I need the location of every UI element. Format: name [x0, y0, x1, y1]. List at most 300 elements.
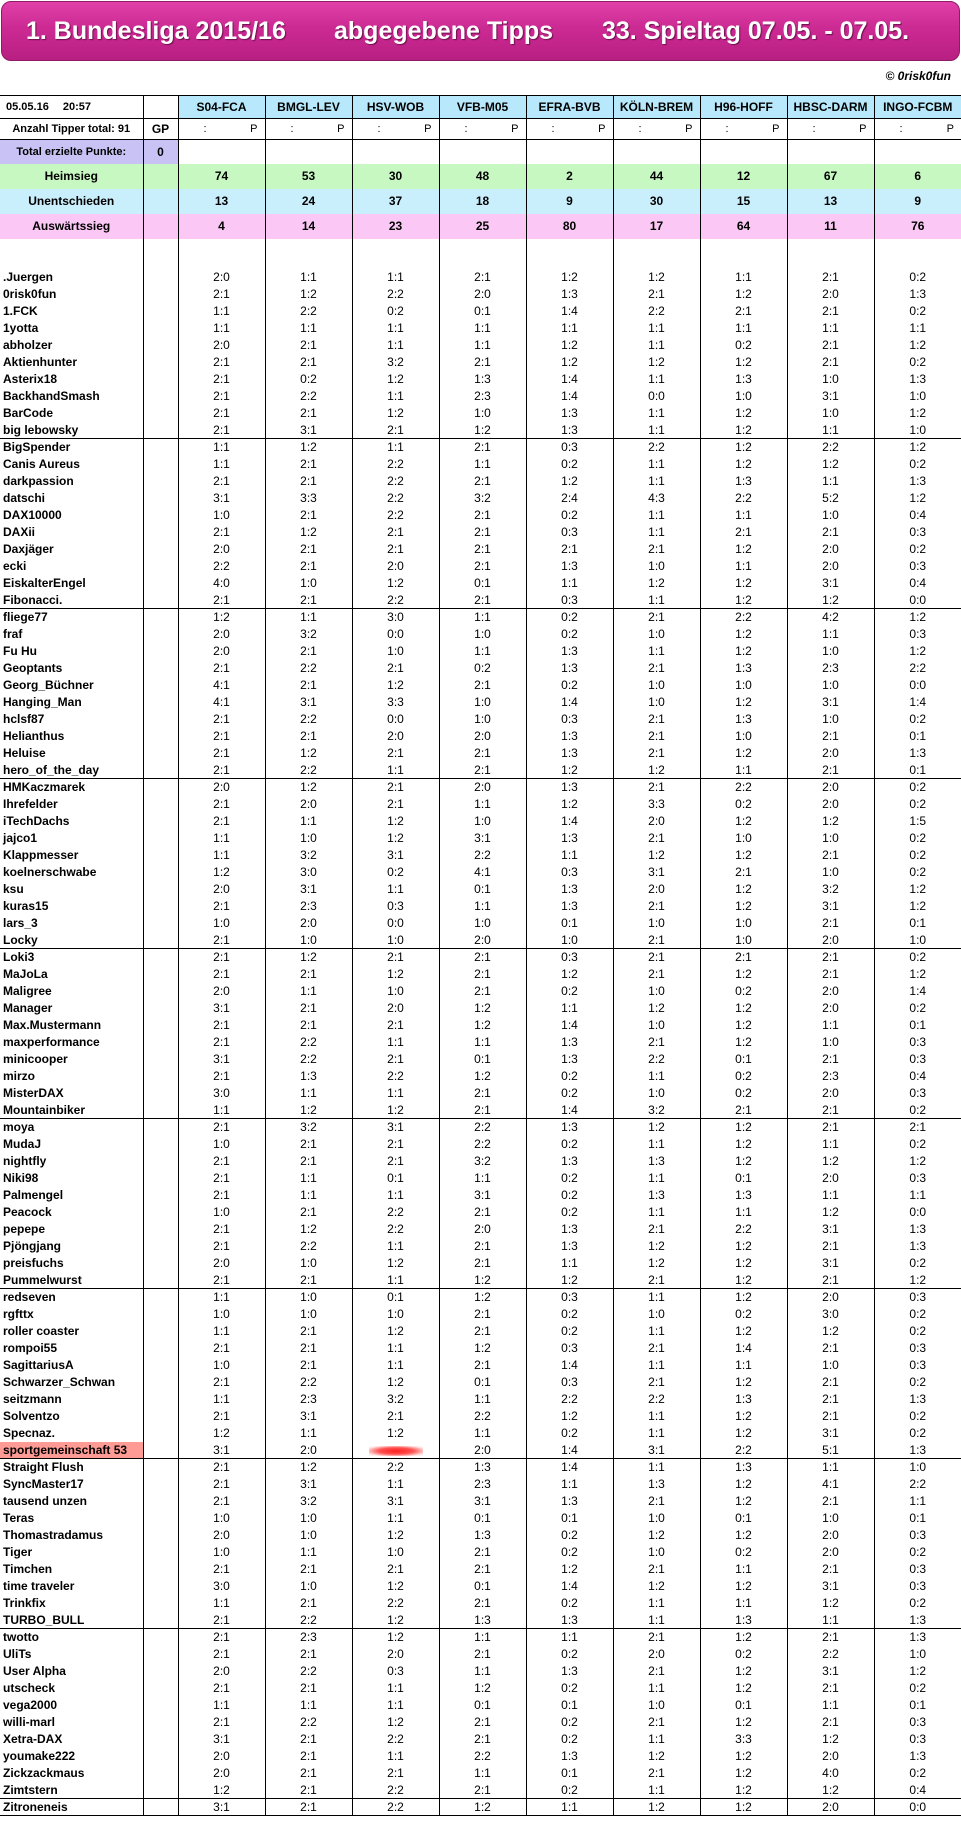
- player-tip: 1:2: [700, 1748, 787, 1765]
- player-gp: [143, 898, 178, 915]
- player-tip: 0:3: [874, 1527, 961, 1544]
- player-tip: 3:1: [178, 1000, 265, 1017]
- player-tip: 3:2: [265, 1493, 352, 1510]
- player-row: [0, 1544, 961, 1561]
- player-row: [0, 354, 961, 371]
- player-tip: 2:2: [352, 1799, 439, 1816]
- player-tip: 1:2: [613, 1238, 700, 1255]
- spacer-cell: [613, 239, 700, 269]
- player-tip: 1:2: [352, 1612, 439, 1629]
- stat-value: 30: [352, 164, 439, 189]
- player-name: Zitroneneis: [0, 1799, 143, 1816]
- player-tip: 0:2: [874, 1136, 961, 1153]
- player-tip: 1:5: [874, 813, 961, 830]
- player-tip: 1:0: [265, 1510, 352, 1527]
- player-tip: 1:0: [265, 932, 352, 949]
- player-gp: [143, 779, 178, 796]
- total-empty-cell: [352, 140, 439, 164]
- player-gp: [143, 286, 178, 303]
- player-tip: 1:2: [526, 966, 613, 983]
- player-gp: [143, 796, 178, 813]
- player-row: [0, 898, 961, 915]
- player-tip: 1:2: [700, 1374, 787, 1391]
- player-tip: 2:1: [265, 337, 352, 354]
- player-tip: 1:1: [352, 1748, 439, 1765]
- player-gp: [143, 1170, 178, 1187]
- player-tip: 1:2: [700, 1323, 787, 1340]
- player-name: minicooper: [3, 1052, 68, 1066]
- player-row: [0, 762, 961, 779]
- player-tip: 2:1: [352, 541, 439, 558]
- player-tip: 2:2: [265, 660, 352, 677]
- player-tip: 1:2: [700, 898, 787, 915]
- player-tip: 2:1: [178, 371, 265, 388]
- player-gp: [143, 1646, 178, 1663]
- player-name: youmake222: [3, 1749, 76, 1763]
- player-tip: 1:0: [178, 1510, 265, 1527]
- player-tip: 2:1: [787, 728, 874, 745]
- player-tip: 0:2: [700, 1306, 787, 1323]
- player-tip: 1:1: [700, 1561, 787, 1578]
- colon-label: :: [290, 123, 294, 135]
- stat-value: 80: [526, 214, 613, 239]
- player-tip: 1:0: [874, 1459, 961, 1476]
- player-tip: 2:1: [439, 439, 526, 456]
- player-tip: 1:2: [439, 1340, 526, 1357]
- player-name: Tiger: [3, 1545, 33, 1559]
- player-tip: 1:1: [526, 1000, 613, 1017]
- player-tip: 2:1: [178, 1340, 265, 1357]
- player-tip: 1:2: [700, 405, 787, 422]
- player-tip: 0:3: [874, 1170, 961, 1187]
- player-name: rompoi55: [3, 1341, 58, 1355]
- player-tip: 3:1: [178, 1731, 265, 1748]
- player-tip: 1:2: [700, 1017, 787, 1034]
- player-tip: 1:2: [613, 269, 700, 286]
- player-row: [0, 371, 961, 388]
- player-tip: 1:0: [178, 1204, 265, 1221]
- player-row: [0, 745, 961, 762]
- player-tip: 2:1: [613, 1340, 700, 1357]
- player-row: [0, 269, 961, 286]
- player-gp: [143, 847, 178, 864]
- stat-value: 13: [178, 189, 265, 214]
- player-tip: 2:1: [787, 1340, 874, 1357]
- player-name: Straight Flush: [0, 1459, 143, 1476]
- player-tip: 2:1: [439, 1357, 526, 1374]
- player-tip: 2:1: [613, 1629, 700, 1646]
- player-tip: 1:4: [526, 694, 613, 711]
- player-tip: 3:3: [613, 796, 700, 813]
- player-tip: 3:1: [265, 694, 352, 711]
- player-tip: 2:1: [613, 1221, 700, 1238]
- player-tip: 2:1: [178, 1493, 265, 1510]
- player-tip: 1:0: [613, 558, 700, 575]
- player-tip: 0:3: [874, 626, 961, 643]
- player-tip: 0:1: [439, 1578, 526, 1595]
- player-row: [0, 1306, 961, 1323]
- player-tip: 0:3: [874, 1731, 961, 1748]
- player-gp: [143, 983, 178, 1000]
- player-tip: 0:2: [874, 779, 961, 796]
- player-tip: 2:0: [178, 337, 265, 354]
- player-row: [0, 1017, 961, 1034]
- player-tip: 1:0: [613, 694, 700, 711]
- player-tip: 3:1: [787, 575, 874, 592]
- player-tip: 0:0: [352, 626, 439, 643]
- player-tip: 2:2: [265, 1663, 352, 1680]
- player-gp: [143, 541, 178, 558]
- player-tip: 0:2: [352, 303, 439, 320]
- player-tip: 3:2: [265, 1119, 352, 1136]
- player-tip: 3:1: [439, 1187, 526, 1204]
- player-tip: 1:0: [613, 1544, 700, 1561]
- player-gp: [143, 1051, 178, 1068]
- player-tip: 2:1: [178, 1153, 265, 1170]
- player-tip: 2:0: [439, 1442, 526, 1459]
- player-tip: 0:1: [526, 1765, 613, 1782]
- player-row: [0, 1799, 961, 1816]
- player-row: [0, 1646, 961, 1663]
- player-row: [0, 728, 961, 745]
- player-row: [0, 847, 961, 864]
- player-tip: 2:2: [352, 1782, 439, 1799]
- player-tip: 2:1: [613, 1272, 700, 1289]
- player-row: [0, 1476, 961, 1493]
- player-tip: 1:1: [787, 1187, 874, 1204]
- player-tip: 1:4: [700, 1340, 787, 1357]
- player-name: redseven: [0, 1289, 143, 1306]
- player-tip: 0:3: [526, 439, 613, 456]
- player-name: EiskalterEngel: [3, 576, 86, 590]
- player-tip: 0:1: [526, 915, 613, 932]
- player-tip: 1:2: [352, 677, 439, 694]
- player-tip: 1:2: [613, 762, 700, 779]
- player-tip: 2:1: [178, 286, 265, 303]
- player-tip: 1:3: [526, 1051, 613, 1068]
- player-name: Canis Aureus: [3, 457, 80, 471]
- player-tip: 1:3: [700, 660, 787, 677]
- player-tip: 1:1: [352, 1476, 439, 1493]
- player-tip: 0:1: [874, 1697, 961, 1714]
- total-empty-cell: [787, 140, 874, 164]
- player-tip: 1:2: [874, 898, 961, 915]
- player-tip: 1:2: [265, 779, 352, 796]
- player-gp: [143, 1102, 178, 1119]
- player-name: fliege77: [0, 609, 143, 626]
- stat-label-unent: Unentschieden: [0, 189, 143, 214]
- player-tip: 0:2: [874, 864, 961, 881]
- player-name: Ihrefelder: [3, 797, 58, 811]
- stat-value: 48: [439, 164, 526, 189]
- player-tip: 1:1: [265, 320, 352, 337]
- spacer-cell: [178, 239, 265, 269]
- player-tip: 1:2: [439, 422, 526, 439]
- player-tip: 2:1: [613, 745, 700, 762]
- player-row: [0, 1357, 961, 1374]
- player-name: hero_of_the_day: [3, 762, 100, 777]
- player-tip: 2:1: [526, 541, 613, 558]
- player-gp: [143, 1476, 178, 1493]
- player-tip: 3:1: [178, 1051, 265, 1068]
- player-tip: 0:3: [352, 1663, 439, 1680]
- player-name: vega2000: [3, 1698, 58, 1712]
- player-name: willi-marl: [3, 1715, 56, 1729]
- player-tip: 3:1: [265, 1476, 352, 1493]
- stat-value: 4: [178, 214, 265, 239]
- player-tip: 1:2: [874, 337, 961, 354]
- player-gp: [143, 1425, 178, 1442]
- player-tip: 0:2: [526, 1544, 613, 1561]
- player-gp: [143, 711, 178, 728]
- player-tip: 1:4: [526, 1357, 613, 1374]
- player-tip: 1:2: [265, 524, 352, 541]
- player-tip: 0:2: [526, 1204, 613, 1221]
- player-tip: 2:0: [787, 286, 874, 303]
- player-tip: 1:2: [700, 456, 787, 473]
- player-tip: 1:0: [352, 643, 439, 660]
- player-tip: 1:0: [700, 915, 787, 932]
- player-tip: 1:0: [265, 1255, 352, 1272]
- player-row: [0, 779, 961, 796]
- player-tip: 1:3: [874, 473, 961, 490]
- player-row: [0, 1731, 961, 1748]
- player-row: [0, 1170, 961, 1187]
- stat-value: 15: [700, 189, 787, 214]
- player-tip: 3:1: [787, 694, 874, 711]
- player-name: roller coaster: [3, 1324, 80, 1338]
- player-tip: 2:1: [352, 1765, 439, 1782]
- player-tip: 2:2: [265, 762, 352, 779]
- player-tip: 0:2: [874, 269, 961, 286]
- player-tip: 1:2: [265, 745, 352, 762]
- player-tip: 1:0: [700, 830, 787, 847]
- player-tip: 1:0: [787, 711, 874, 728]
- player-tip: 1:1: [613, 1408, 700, 1425]
- player-tip: 1:3: [526, 422, 613, 439]
- player-tip: 1:3: [526, 1153, 613, 1170]
- player-tip: 2:1: [787, 1493, 874, 1510]
- player-tip: 2:1: [787, 1408, 874, 1425]
- player-tip: 2:3: [439, 1476, 526, 1493]
- points-label: P: [511, 123, 519, 135]
- player-row: [0, 1323, 961, 1340]
- player-gp: [143, 728, 178, 745]
- player-gp: [143, 643, 178, 660]
- player-tip: 1:1: [613, 1425, 700, 1442]
- player-name: .Juergen: [3, 270, 54, 284]
- player-tip: 1:2: [700, 422, 787, 439]
- stat-value: 37: [352, 189, 439, 214]
- player-tip: 3:1: [265, 1408, 352, 1425]
- player-tip: 1:1: [439, 898, 526, 915]
- player-tip: 1:0: [352, 932, 439, 949]
- player-tip: 4:2: [787, 609, 874, 626]
- player-name: MaJoLa: [3, 967, 48, 981]
- player-tip: 0:0: [874, 1204, 961, 1221]
- player-tip: 2:1: [265, 1204, 352, 1221]
- player-tip: 0:1: [700, 1510, 787, 1527]
- player-tip: 1:1: [526, 1255, 613, 1272]
- player-tip: 1:1: [526, 847, 613, 864]
- player-gp: [143, 1459, 178, 1476]
- player-tip: 0:2: [526, 1731, 613, 1748]
- player-tip: 3:1: [178, 1442, 265, 1459]
- player-row: [0, 1629, 961, 1646]
- player-tip: 0:2: [874, 847, 961, 864]
- player-tip: 3:2: [439, 1153, 526, 1170]
- player-tip: 2:2: [613, 1391, 700, 1408]
- player-tip: 0:0: [874, 677, 961, 694]
- player-tip: 2:1: [787, 1272, 874, 1289]
- player-row: [0, 592, 961, 609]
- player-tip: 0:2: [439, 660, 526, 677]
- player-gp: [143, 677, 178, 694]
- player-tip: 2:1: [178, 1119, 265, 1136]
- player-tip: 1:0: [178, 915, 265, 932]
- player-tip: 1:0: [178, 1306, 265, 1323]
- player-tip: 1:2: [178, 609, 265, 626]
- player-tip: 1:0: [874, 1646, 961, 1663]
- player-tip: 0:3: [874, 1714, 961, 1731]
- player-tip: 1:2: [613, 1000, 700, 1017]
- points-label: P: [424, 123, 432, 135]
- player-name: Daxjäger: [3, 542, 54, 556]
- player-tip: 1:2: [439, 1068, 526, 1085]
- player-tip: 2:0: [439, 1221, 526, 1238]
- player-name: Fu Hu: [3, 644, 37, 658]
- player-tip: 1:0: [787, 830, 874, 847]
- player-tip: 3:1: [613, 864, 700, 881]
- player-gp: [143, 371, 178, 388]
- player-tip: 2:0: [352, 1000, 439, 1017]
- player-name: darkpassion: [3, 474, 74, 488]
- player-tip: 2:0: [178, 779, 265, 796]
- player-name: jajco1: [3, 831, 38, 845]
- player-tip: 2:1: [787, 337, 874, 354]
- player-tip: 1:2: [439, 1680, 526, 1697]
- player-gp: [143, 1510, 178, 1527]
- player-tip: 1:3: [526, 1493, 613, 1510]
- player-tip: 0:3: [526, 524, 613, 541]
- player-tip: 1:4: [526, 1017, 613, 1034]
- player-tip: 0:2: [874, 830, 961, 847]
- player-tip: 3:2: [439, 490, 526, 507]
- player-gp: [143, 1442, 178, 1459]
- player-tip: 2:2: [439, 847, 526, 864]
- player-name: Trinkfix: [3, 1596, 46, 1610]
- stat-value: 67: [787, 164, 874, 189]
- player-tip: 2:2: [178, 558, 265, 575]
- score-points-subheader: [787, 119, 874, 140]
- player-tip: 1:0: [439, 694, 526, 711]
- player-tip: 2:0: [265, 796, 352, 813]
- player-name: Zimtstern: [3, 1782, 58, 1797]
- player-tip: 1:2: [700, 1782, 787, 1799]
- player-tip: 1:1: [787, 1136, 874, 1153]
- player-tip: 2:0: [787, 1289, 874, 1306]
- player-name: 1yotta: [3, 321, 39, 335]
- player-gp: [143, 830, 178, 847]
- player-gp: [143, 354, 178, 371]
- player-tip: 1:0: [700, 728, 787, 745]
- player-tip: 2:1: [178, 592, 265, 609]
- player-tip: 1:1: [613, 1204, 700, 1221]
- player-name: Thomastradamus: [3, 1528, 104, 1542]
- player-row: [0, 1510, 961, 1527]
- player-tip: 0:2: [265, 371, 352, 388]
- player-row: [0, 1782, 961, 1799]
- player-name: Locky: [3, 932, 38, 947]
- player-tip: 1:2: [439, 1272, 526, 1289]
- player-tip: 1:3: [526, 1221, 613, 1238]
- player-tip: 1:2: [526, 473, 613, 490]
- player-tip: 1:1: [700, 320, 787, 337]
- player-tip: 2:0: [787, 1748, 874, 1765]
- stat-value: 9: [526, 189, 613, 214]
- player-tip: 3:1: [439, 1493, 526, 1510]
- player-tip: 1:0: [874, 388, 961, 405]
- player-tip: 2:1: [178, 762, 265, 779]
- player-row: [0, 1221, 961, 1238]
- player-tip: 1:2: [178, 1425, 265, 1442]
- player-tip: 2:0: [178, 541, 265, 558]
- player-tip: 0:2: [874, 303, 961, 320]
- player-tip: 1:2: [700, 694, 787, 711]
- player-tip: 1:1: [439, 796, 526, 813]
- player-row: [0, 1765, 961, 1782]
- player-gp: [143, 745, 178, 762]
- player-tip: 1:1: [352, 320, 439, 337]
- player-tip: 0:2: [526, 609, 613, 626]
- player-gp: [143, 1068, 178, 1085]
- player-tip: 1:1: [613, 1731, 700, 1748]
- player-tip: 2:1: [265, 1595, 352, 1612]
- player-tip: 1:2: [787, 592, 874, 609]
- player-tip: 1:1: [352, 388, 439, 405]
- player-tip: 1:2: [787, 813, 874, 830]
- player-tip: 2:1: [613, 1374, 700, 1391]
- player-tip: 0:2: [700, 983, 787, 1000]
- player-tip: 1:2: [526, 762, 613, 779]
- player-gp: [143, 1714, 178, 1731]
- player-tip: 1:4: [526, 1442, 613, 1459]
- player-tip: 2:1: [178, 1476, 265, 1493]
- player-row: [0, 864, 961, 881]
- player-tip: 1:3: [700, 1459, 787, 1476]
- player-tip: 2:1: [439, 1782, 526, 1799]
- player-tip: 0:3: [526, 1374, 613, 1391]
- player-tip: 3:0: [178, 1085, 265, 1102]
- player-tip: 1:2: [613, 1119, 700, 1136]
- player-tip: 1:2: [352, 1714, 439, 1731]
- player-tip: 1:2: [352, 1629, 439, 1646]
- player-tip: 1:1: [787, 1459, 874, 1476]
- player-row: [0, 1493, 961, 1510]
- player-tip: 1:3: [613, 1153, 700, 1170]
- player-tip: 2:1: [439, 507, 526, 524]
- player-gp: [143, 626, 178, 643]
- player-name: utscheck: [3, 1681, 56, 1695]
- player-tip: 1:1: [178, 1323, 265, 1340]
- player-tip: 1:2: [265, 949, 352, 966]
- player-tip: 1:1: [787, 1612, 874, 1629]
- player-row: [0, 966, 961, 983]
- player-tip: 1:1: [700, 507, 787, 524]
- player-tip: 1:2: [700, 1680, 787, 1697]
- player-tip: 0:2: [700, 337, 787, 354]
- player-tip: 2:1: [352, 422, 439, 439]
